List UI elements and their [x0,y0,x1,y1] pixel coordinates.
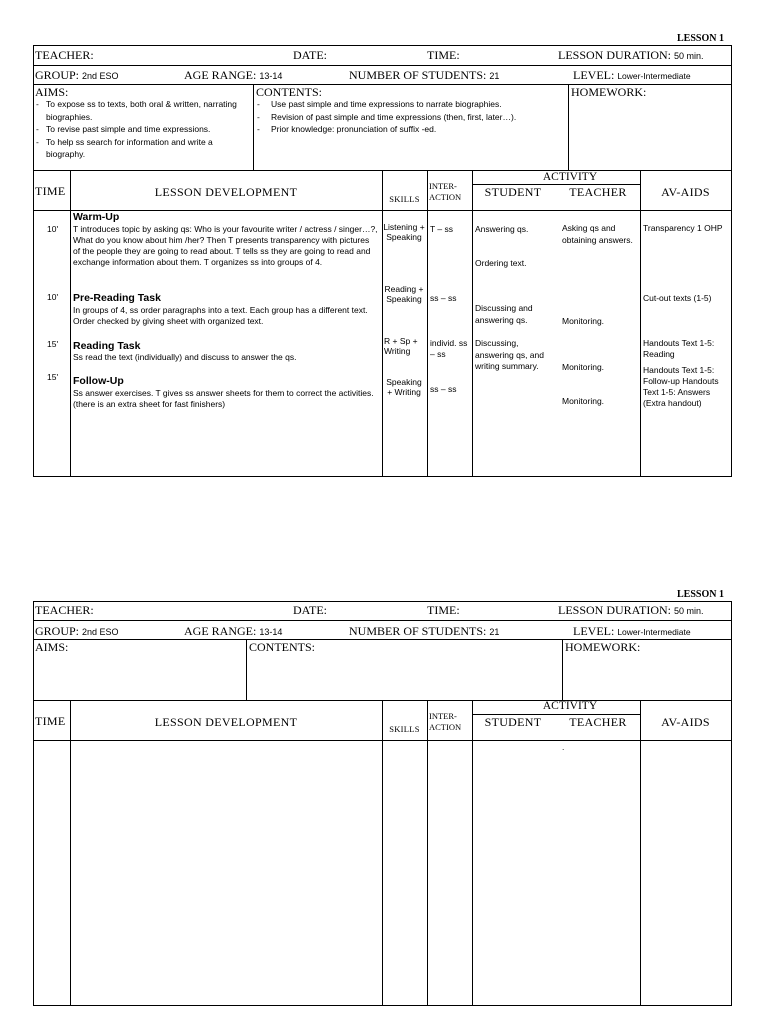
homework-label: HOMEWORK: [565,640,641,654]
level-label: LEVEL: [573,68,615,82]
col-teacher: TEACHER [569,185,627,199]
group-field [35,68,119,83]
stage-student-activity: Discussing, answering qs, and writing summary. [475,338,544,371]
stage-av-aids: Handouts Text 1-5: Follow-up Handouts Text 1-5: Answers (Extra handout) [643,365,719,408]
level-field [573,624,691,639]
date-label: DATE: [293,48,327,62]
group-field [35,624,119,639]
level-value: Lower-Intermediate [617,71,691,81]
col-interaction [429,711,461,733]
age-range-value: 13-14 [259,71,283,81]
stage-interaction: individ. ss – ss [430,338,468,359]
stage-title: Reading Task [73,340,141,352]
stage-time: 15' [47,372,59,382]
stage-teacher-activity: Monitoring. [562,316,605,326]
students-value: 21 [489,71,500,81]
stage-title: Pre-Reading Task [73,292,161,304]
stage-text: In groups of 4, ss order paragraphs into a text. Each group has a different text. Order checked by giving sheet with organized text. [73,305,368,326]
duration-label: LESSON DURATION: [558,48,672,62]
aim-item: - To expose ss to texts, both oral & written, narrating biographies. [34,98,250,123]
level-value: Lower-Intermediate [617,627,691,637]
col-student: STUDENT [484,715,542,729]
content-item: - Prior knowledge: pronunciation of suffix -ed. [255,123,567,136]
duration-field [558,48,704,63]
col-interaction-line-2: ACTION [429,722,462,732]
stage-title: Follow-Up [73,375,124,387]
stage-text: Ss answer exercises. T gives ss answer sheets for them to correct the activities. (there is an extra sheet for fast finishers) [73,388,374,409]
stage-text: Ss read the text (individually) and discuss to answer the qs. [73,352,297,362]
stage-time: 10' [47,292,59,302]
col-skills: SKILLS [389,724,420,734]
aim-item: - To help ss search for information and write a biography. [34,136,250,161]
col-time: TIME [35,184,66,198]
stage-time: 10' [47,224,59,234]
homework-label: HOMEWORK: [571,85,647,99]
aims-label: AIMS: [35,640,69,654]
group-value: 2nd ESO [82,71,119,81]
aims-label: AIMS: [35,85,69,99]
age-range-value: 13-14 [259,627,283,637]
col-interaction [429,181,461,203]
teacher-label: TEACHER: [35,48,94,62]
stage-student-activity: Discussing and answering qs. [475,303,533,325]
students-value: 21 [489,627,500,637]
duration-label: LESSON DURATION: [558,603,672,617]
col-time: TIME [35,714,66,728]
col-lesson-development: LESSON DEVELOPMENT [154,185,298,199]
col-interaction-line-1: INTER- [429,181,457,191]
stage-av-aids: Cut-out texts (1-5) [643,293,712,303]
stage-skills: Speaking + Writing [386,377,422,397]
content-item: - Use past simple and time expressions to narrate biographies. [255,98,567,111]
stage-teacher-activity: Asking qs and obtaining answers. [562,223,633,245]
content-item: - Revision of past simple and time expressions (then, first, later…). [255,111,567,124]
contents-list [255,98,567,136]
duration-field [558,603,704,618]
stage-interaction: ss – ss [430,293,457,303]
age-range-label: AGE RANGE: [184,68,257,82]
col-lesson-development: LESSON DEVELOPMENT [154,715,298,729]
duration-value: 50 min. [674,606,704,616]
col-av-aids: AV-AIDS [661,715,710,729]
stage-teacher-activity: Monitoring. [562,362,605,372]
stage-student-activity-2: Ordering text. [475,258,527,268]
stage-skills: Reading + Speaking [384,284,424,304]
stage-skills: Listening + Speaking [383,222,425,242]
stage-interaction: ss – ss [430,384,457,394]
contents-label: CONTENTS: [249,640,315,654]
stage-text: T introduces topic by asking qs: Who is your favourite writer / actress / singer…?, What do you know about him /her? Then T presents transparency with pictures of the people they are going to read about. T tells ss they are going to read and exchange information about them. T organizes ss into groups of 4. [73,224,378,267]
students-label: NUMBER OF STUDENTS: [349,68,487,82]
col-av-aids: AV-AIDS [661,185,710,199]
time-label: TIME: [427,48,460,62]
stage-av-aids: Transparency 1 OHP [643,223,723,233]
stage-av-aids: Handouts Text 1-5: Reading [643,338,715,359]
teacher-column-mark: . [562,742,565,752]
age-range-field [184,68,282,83]
col-teacher: TEACHER [569,715,627,729]
group-label: GROUP: [35,624,80,638]
col-skills: SKILLS [389,194,420,204]
stage-time: 15' [47,339,59,349]
level-field [573,68,691,83]
date-label: DATE: [293,603,327,617]
group-value: 2nd ESO [82,627,119,637]
students-field [349,624,499,639]
group-label: GROUP: [35,68,80,82]
stage-interaction: T – ss [430,224,453,234]
duration-value: 50 min. [674,51,704,61]
students-field [349,68,499,83]
col-activity: ACTIVITY [542,700,598,712]
age-range-field [184,624,282,639]
lesson-number: LESSON 1 [677,589,724,600]
age-range-label: AGE RANGE: [184,624,257,638]
teacher-label: TEACHER: [35,603,94,617]
students-label: NUMBER OF STUDENTS: [349,624,487,638]
col-activity: ACTIVITY [542,171,598,183]
stage-skills: R + Sp + Writing [384,336,418,356]
stage-student-activity: Answering qs. [475,224,529,234]
col-interaction-line-2: ACTION [429,192,462,202]
contents-label: CONTENTS: [256,85,322,99]
col-student: STUDENT [484,185,542,199]
col-interaction-line-1: INTER- [429,711,457,721]
stage-title: Warm-Up [73,211,120,223]
aims-list [34,98,250,161]
lesson-number: LESSON 1 [677,33,724,44]
aim-item: - To revise past simple and time expressions. [34,123,250,136]
stage-teacher-activity: Monitoring. [562,396,605,406]
time-label: TIME: [427,603,460,617]
level-label: LEVEL: [573,624,615,638]
